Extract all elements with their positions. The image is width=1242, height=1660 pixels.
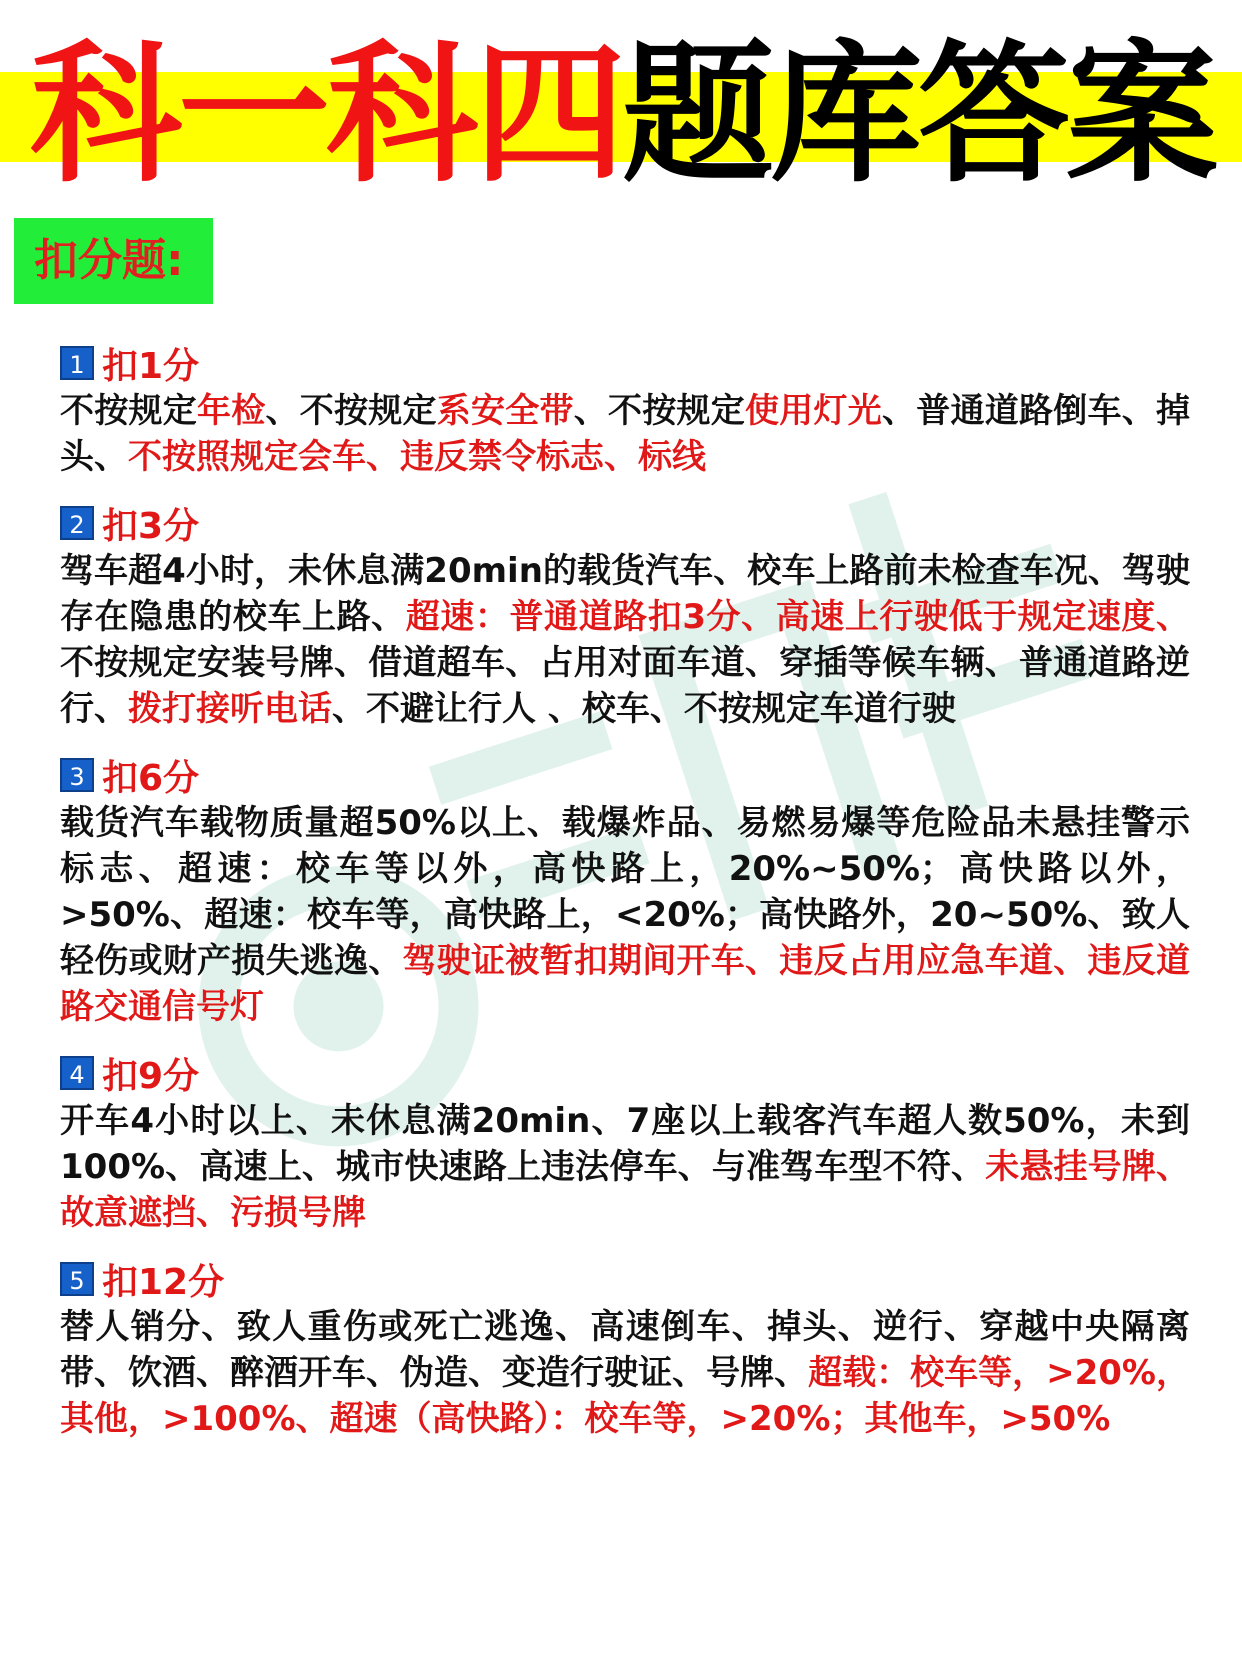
highlighted-text-segment: 使用灯光 (745, 391, 882, 431)
section-header (60, 1254, 1190, 1304)
text-segment: 、不按规定 (573, 391, 745, 431)
highlighted-text-segment: 拨打接听电话 (128, 689, 332, 729)
text-segment: 替人销分、致人重伤或死亡逃逸、高速倒车、掉头、逆行、穿越中央隔离带、饮酒、醉酒开车、伪造、变造行驶证、号牌、 (60, 1307, 1190, 1393)
number-badge: 1 (60, 346, 94, 380)
highlighted-text-segment: 超速：普通道路扣3分、高速上行驶低于规定速度、 (405, 597, 1191, 637)
section-header (60, 338, 1190, 388)
text-segment: 不按规定 (60, 391, 197, 431)
section-body (60, 548, 1190, 732)
section-header (60, 498, 1190, 548)
section-title: 扣3分 (102, 505, 200, 547)
section-body (60, 800, 1190, 1030)
text-segment: 不按规定安装号牌、借道超车、占用对面车道、穿插等候车辆、普通道路逆行、 (60, 643, 1190, 729)
highlighted-text-segment: 超载：校车等，>20%，其他，>100%、超速（高快路）：校车等，>20%；其他车，>50% (60, 1353, 1190, 1439)
section-header (60, 750, 1190, 800)
text-segment: 、普通道路倒车、掉头、 (60, 391, 1190, 477)
highlighted-text-segment: 未悬挂号牌、故意遮挡、污损号牌 (60, 1147, 1190, 1233)
number-badge: 4 (60, 1056, 94, 1090)
penalty-section-4 (60, 1048, 1190, 1236)
section-header (60, 1048, 1190, 1098)
text-segment: 、不避让行人 、校车、不按规定车道行驶 (332, 689, 956, 729)
section-body (60, 1098, 1190, 1236)
section-body (60, 388, 1190, 480)
penalty-section-2 (60, 498, 1190, 732)
text-segment: 载货汽车载物质量超50%以上、载爆炸品、易燃易爆等危险品未悬挂警示标志、超速：校车等以外，高快路上，20%~50%；高快路以外，>50%、超速：校车等，高快路上，<20%；高快路外，20~50%、致人轻伤或财产损失逃逸、 (60, 803, 1190, 981)
penalty-section-1 (60, 338, 1190, 480)
number-badge: 3 (60, 758, 94, 792)
title-black-part: 题库答案 (622, 26, 1214, 203)
text-segment: 驾车超4小时，未休息满20min的载货汽车、校车上路前未检查车况、驾驶存在隐患的校车上路、 (60, 551, 1190, 637)
highlighted-text-segment: 不按照规定会车、违反禁令标志、标线 (128, 437, 706, 477)
section-title: 扣9分 (102, 1055, 200, 1097)
highlighted-text-segment: 驾驶证被暂扣期间开车、违反占用应急车道、违反道路交通信号灯 (60, 941, 1190, 1027)
title-red-part: 科一科四 (30, 26, 622, 203)
text-segment: 开车4小时以上、未休息满20min、7座以上载客汽车超人数50%，未到100%、高速上、城市快速路上违法停车、与准驾车型不符、 (60, 1101, 1190, 1187)
number-badge: 2 (60, 506, 94, 540)
penalty-section-3 (60, 750, 1190, 1030)
highlighted-text-segment: 系安全带 (436, 391, 574, 431)
highlighted-text-segment: 年检 (197, 391, 266, 431)
penalty-section-5 (60, 1254, 1190, 1442)
text-segment: 、不按规定 (265, 391, 437, 431)
section-tag: 扣分题: (14, 218, 213, 304)
main-content (60, 338, 1190, 1460)
page-title (30, 26, 1214, 203)
number-badge: 5 (60, 1262, 94, 1296)
section-title: 扣12分 (102, 1261, 225, 1303)
section-title: 扣6分 (102, 757, 200, 799)
section-title: 扣1分 (102, 345, 200, 387)
section-body (60, 1304, 1190, 1442)
